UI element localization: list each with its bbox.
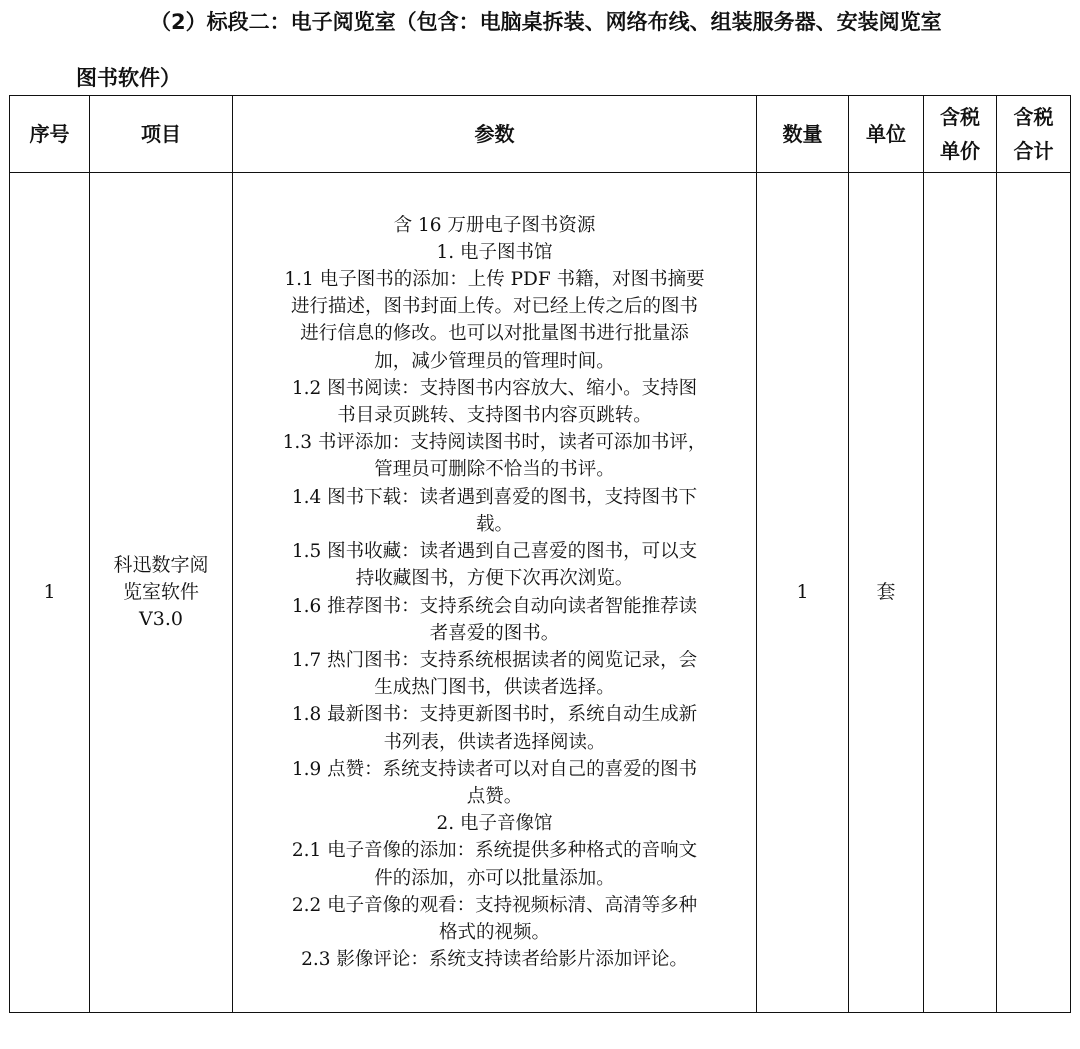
param-line: 1.9 点赞：系统支持读者可以对自己的喜爱的图书: [291, 758, 698, 780]
cell-total: [997, 173, 1071, 1013]
header-index: 序号: [10, 96, 90, 173]
header-unit-price: [924, 96, 997, 173]
param-line: 1. 电子图书馆: [436, 241, 553, 263]
table-row: [10, 173, 1071, 1013]
param-line: 含 16 万册电子图书资源: [393, 214, 596, 236]
param-line: 1.2 图书阅读：支持图书内容放大、缩小。支持图: [291, 377, 698, 399]
param-line: 进行信息的修改。也可以对批量图书进行批量添: [300, 323, 689, 345]
item-line: 科迅数字阅: [113, 554, 209, 576]
header-total: [997, 96, 1071, 173]
param-line: 进行描述，图书封面上传。对已经上传之后的图书: [290, 296, 698, 318]
header-quantity: 数量: [757, 96, 849, 173]
header-params: 参数: [233, 96, 757, 173]
cell-quantity: 1: [757, 173, 849, 1013]
heading-line-2: 图书软件）: [76, 66, 181, 90]
param-line: 2.2 电子音像的观看：支持视频标清、高清等多种: [291, 894, 698, 916]
param-line: 点赞。: [466, 785, 523, 807]
param-line: 1.1 电子图书的添加：上传 PDF 书籍，对图书摘要: [284, 269, 705, 291]
param-line: 载。: [475, 513, 513, 535]
item-line: V3.0: [139, 608, 183, 630]
header-row: [10, 96, 1071, 173]
cell-index: 1: [10, 173, 90, 1013]
param-line: 2. 电子音像馆: [436, 813, 553, 835]
param-line: 持收藏图书，方便下次再次浏览。: [355, 568, 634, 590]
param-line: 1.3 书评添加：支持阅读图书时，读者可添加书评，: [282, 432, 707, 454]
header-item: 项目: [90, 96, 233, 173]
param-line: 管理员可删除不恰当的书评。: [374, 459, 615, 481]
param-line: 1.6 推荐图书：支持系统会自动向读者智能推荐读: [291, 595, 698, 617]
header-total-line-1: 含税: [1013, 105, 1054, 129]
cell-unit-price: [924, 173, 997, 1013]
param-line: 1.5 图书收藏：读者遇到自己喜爱的图书，可以支: [291, 541, 698, 563]
param-line: 1.8 最新图书：支持更新图书时，系统自动生成新: [291, 704, 698, 726]
spec-table: [9, 95, 1071, 1013]
heading-line-1: （2）标段二：电子阅览室（包含：电脑桌拆装、网络布线、组装服务器、安装阅览室: [150, 10, 942, 34]
item-line: 览室软件: [122, 581, 199, 603]
cell-params: [233, 173, 757, 1013]
param-line: 件的添加，亦可以批量添加。: [374, 867, 615, 889]
param-line: 书列表，供读者选择阅读。: [383, 731, 606, 753]
param-line: 者喜爱的图书。: [429, 622, 560, 644]
param-line: 1.4 图书下载：读者遇到喜爱的图书，支持图书下: [291, 486, 698, 508]
param-line: 2.3 影像评论：系统支持读者给影片添加评论。: [301, 949, 688, 971]
header-unit-price-line-2: 单价: [940, 139, 980, 163]
cell-unit: 套: [849, 173, 924, 1013]
param-line: 书目录页跳转、支持图书内容页跳转。: [337, 405, 652, 427]
param-line: 加，减少管理员的管理时间。: [374, 350, 615, 372]
header-unit-price-line-1: 含税: [940, 105, 980, 129]
cell-item: [90, 173, 233, 1013]
param-line: 1.7 热门图书：支持系统根据读者的阅览记录，会: [291, 649, 698, 671]
param-line: 生成热门图书，供读者选择。: [374, 677, 615, 699]
param-line: 格式的视频。: [438, 921, 550, 943]
param-line: 2.1 电子音像的添加：系统提供多种格式的音响文: [291, 840, 698, 862]
header-unit: 单位: [849, 96, 924, 173]
header-total-line-2: 合计: [1013, 139, 1054, 163]
